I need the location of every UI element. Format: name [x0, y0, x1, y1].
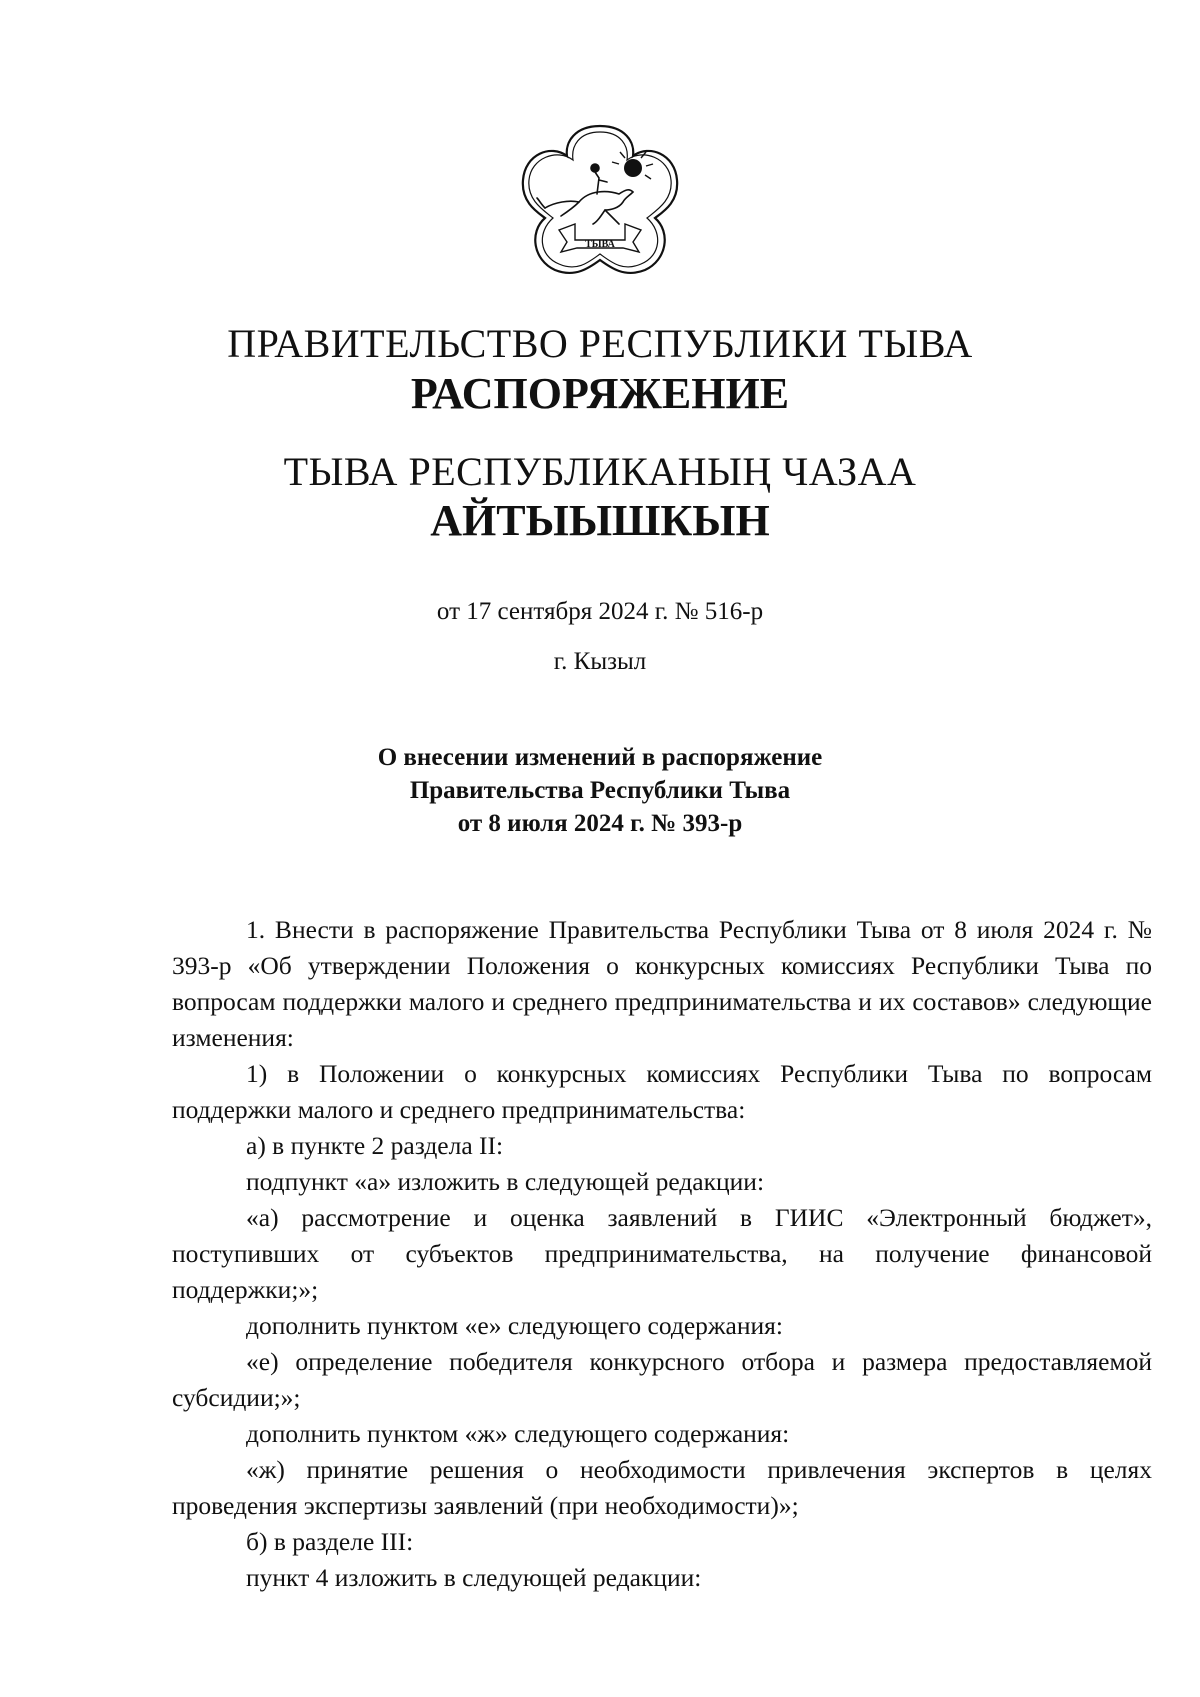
- body-paragraph: «е) определение победителя конкурсного отбора и размера предоставляемой субсидии;»;: [172, 1347, 1152, 1412]
- document-body: [172, 912, 1152, 1596]
- horse-rider-icon: [537, 164, 633, 224]
- document-title-line: О внесении изменений в распоряжение: [377, 744, 823, 771]
- document-date-number: от 17 сентября 2024 г. № 516-р: [436, 598, 764, 625]
- body-paragraph: подпункт «а» изложить в следующей редакции:: [246, 1167, 765, 1196]
- body-paragraph: б) в разделе III:: [246, 1527, 414, 1556]
- tuva-emblem: [515, 120, 685, 290]
- government-name-ru: ПРАВИТЕЛЬСТВО РЕСПУБЛИКИ ТЫВА: [227, 321, 973, 366]
- emblem-outer-border: [523, 126, 677, 273]
- body-paragraph: «ж) принятие решения о необходимости привлечения экспертов в целях проведения экспертизы заявлений (при необходимости)»;: [172, 1455, 1152, 1520]
- sun-icon: [612, 148, 653, 179]
- body-paragraph: дополнить пунктом «ж» следующего содержания:: [246, 1419, 790, 1448]
- document-type-ru: РАСПОРЯЖЕНИЕ: [410, 369, 790, 418]
- body-paragraph: «а) рассмотрение и оценка заявлений в ГИИС «Электронный бюджет», поступивших от субъектов предпринимательства, на получение финансовой поддержки;»;: [172, 1203, 1152, 1304]
- document-title-line: Правительства Республики Тыва: [409, 777, 791, 804]
- body-paragraph: 1. Внести в распоряжение Правительства Республики Тыва от 8 июля 2024 г. № 393-р «Об утверждении Положения о конкурсных комиссиях Республики Тыва по вопросам поддержки малого и среднего предпринимательства и их составов» следующие изменения:: [172, 915, 1152, 1052]
- body-paragraph: дополнить пунктом «е» следующего содержания:: [246, 1311, 783, 1340]
- body-paragraph: пункт 4 изложить в следующей редакции:: [246, 1563, 702, 1592]
- government-name-tyv: ТЫВА РЕСПУБЛИКАНЫҢ ЧАЗАА: [283, 449, 917, 494]
- document-title: [0, 741, 1200, 840]
- document-type-tyv: АЙТЫЫШКЫН: [430, 496, 770, 545]
- body-paragraph: 1) в Положении о конкурсных комиссиях Республики Тыва по вопросам поддержки малого и среднего предпринимательства:: [172, 1059, 1152, 1124]
- document-city: г. Кызыл: [553, 648, 647, 675]
- body-paragraph: а) в пункте 2 раздела II:: [246, 1131, 504, 1160]
- document-title-line: от 8 июля 2024 г. № 393-р: [457, 810, 743, 837]
- emblem-text: ТЫВА: [585, 239, 615, 250]
